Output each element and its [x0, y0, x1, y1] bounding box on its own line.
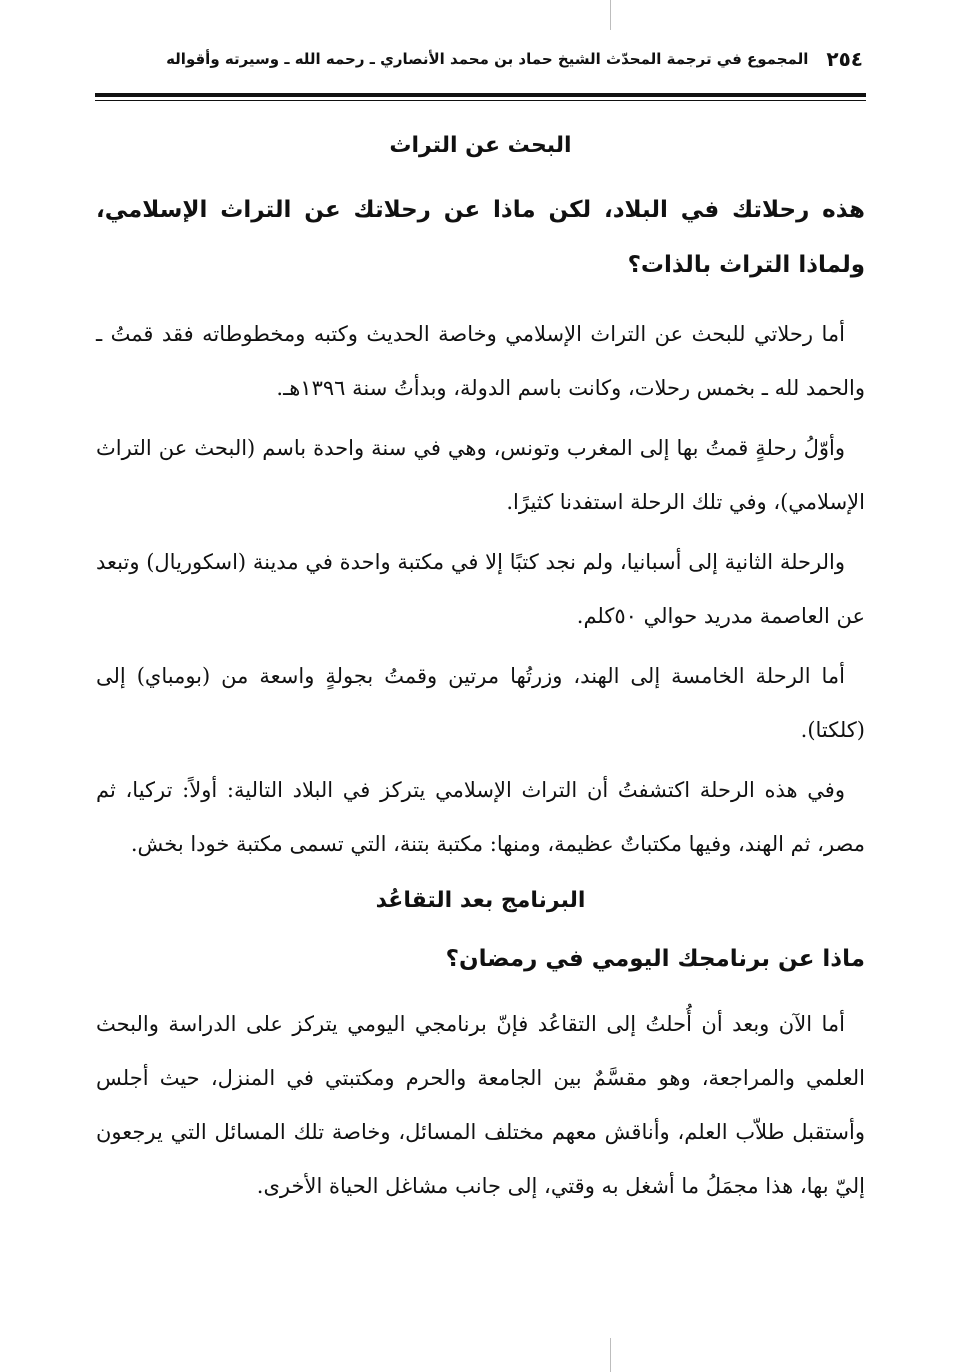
header-rule — [95, 93, 866, 97]
answer-paragraph: والرحلة الثانية إلى أسبانيا، ولم نجد كتبًا إلا في مكتبة واحدة في مدينة (اسكوريال) وتبعد عن العاصمة مدريد حوالي ٥٠كلم. — [96, 550, 865, 629]
answer-paragraph: وفي هذه الرحلة اكتشفتُ أن التراث الإسلامي يتركز في البلاد التالية: أولاً: تركيا، ثم مصر، ثم الهند، وفيها مكتباتٌ عظيمة، ومنها: مكتبة بتنة، التي تسمى مكتبة خودا بخش. — [96, 778, 865, 857]
scan-crease-bottom — [610, 1338, 611, 1372]
scan-crease-top — [610, 0, 611, 30]
header-rule-thin — [95, 100, 866, 101]
section-heading: البرنامج بعد التقاعُد — [375, 888, 586, 914]
page-number: ٢٥٤ — [826, 47, 863, 71]
section-heading: البحث عن التراث — [389, 133, 572, 158]
section-heritage-search — [96, 128, 865, 871]
running-title: المجموع في ترجمة المحدّث الشيخ حماد بن محمد الأنصاري ـ رحمه الله ـ وسيرته وأقواله — [166, 50, 809, 68]
page-body — [96, 128, 865, 1213]
answer-paragraph: وأوّلُ رحلةٍ قمتُ بها إلى المغرب وتونس، وهي في سنة واحدة باسم (البحث عن التراث الإسلامي)، وفي تلك الرحلة استفدنا كثيرًا. — [96, 436, 865, 515]
answer-paragraph: أما الآن وبعد أن أُحلتُ إلى التقاعُد فإنّ برنامجي اليومي يتركز على الدراسة والبحث العلمي والمراجعة، وهو مقسَّمٌ بين الجامعة والحرم ومكتبتي في المنزل، حيث أجلس وأستقبل طلاّب العلم، وأناقش معهم مختلف المسائل، وخاصة تلك المسائل التي يرجعون إليّ بها، هذا مجمَلُ ما أشغل به وقتي، إلى جانب مشاغل الحياة الأخرى. — [96, 1012, 865, 1199]
interview-question: هذه رحلاتك في البلاد، لكن ماذا عن رحلاتك عن التراث الإسلامي، ولماذا التراث بالذات؟ — [96, 197, 865, 279]
answer-paragraph: أما الرحلة الخامسة إلى الهند، وزرتُها مرتين وقمتُ بجولةٍ واسعة من (بومباي) إلى (كلكتا). — [96, 664, 865, 743]
running-header — [112, 42, 863, 76]
answer-paragraph: أما رحلاتي للبحث عن التراث الإسلامي وخاصة الحديث وكتبه ومخطوطاته فقد قمتُ ـ والحمد لله ـ بخمس رحلات، وكانت باسم الدولة، وبدأتُ سنة ١٣٩٦هـ. — [96, 322, 865, 401]
interview-question: ماذا عن برنامجك اليومي في رمضان؟ — [445, 946, 865, 973]
section-retirement-program — [96, 883, 865, 1213]
